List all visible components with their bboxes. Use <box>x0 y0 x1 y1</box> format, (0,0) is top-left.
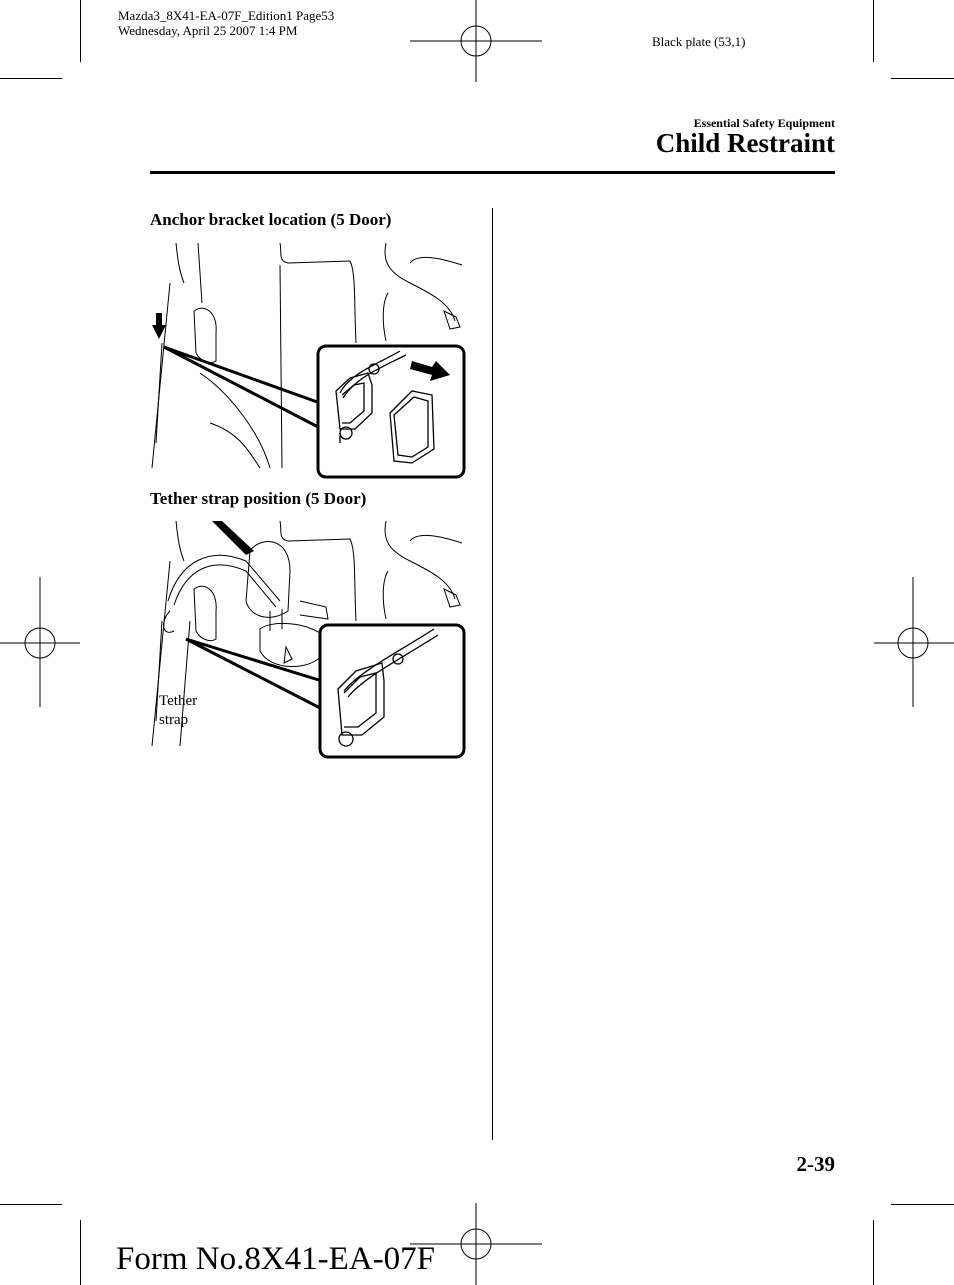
tether-strap-label-line1: Tether <box>159 693 198 709</box>
registration-mark-top <box>410 0 542 82</box>
tether-strap-label <box>159 692 197 730</box>
registration-mark-right <box>874 577 954 707</box>
figure-caption-tether-strap: Tether strap position (5 Door) <box>150 489 367 508</box>
section-heading: Essential Safety Equipment <box>693 116 835 130</box>
print-info-line2: Wednesday, April 25 2007 1:4 PM <box>118 23 298 38</box>
print-info <box>118 8 334 38</box>
form-number: Form No.8X41-EA-07F <box>116 1241 435 1277</box>
column-divider <box>492 208 493 1140</box>
header-rule <box>150 171 835 174</box>
anchor-bracket-illustration <box>150 243 468 480</box>
page-title: Child Restraint <box>655 128 835 158</box>
page-number: 2-39 <box>796 1152 835 1176</box>
plate-info: Black plate (53,1) <box>652 34 746 49</box>
tether-strap-illustration <box>150 521 468 761</box>
registration-mark-left <box>0 577 80 707</box>
tether-strap-label-line2: strap <box>159 712 189 728</box>
print-info-line1: Mazda3_8X41-EA-07F_Edition1 Page53 <box>118 8 335 23</box>
figure-caption-anchor-bracket: Anchor bracket location (5 Door) <box>150 210 392 229</box>
